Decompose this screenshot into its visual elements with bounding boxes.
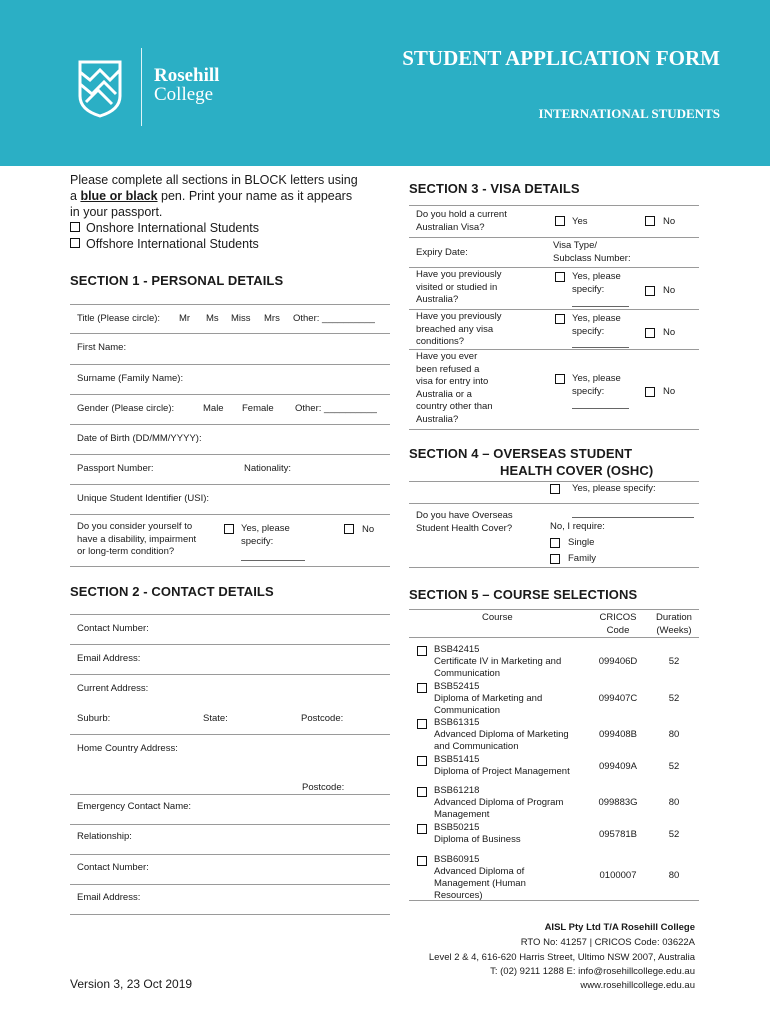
course-cricos: 095781B [598, 829, 638, 840]
title-other[interactable]: Other: __________ [293, 313, 375, 324]
gender-row[interactable] [70, 395, 390, 425]
oshc-yes-label: Yes, please specify: [572, 483, 656, 494]
section4-heading-line1: SECTION 4 – OVERSEAS STUDENT [409, 446, 633, 461]
course-checkbox[interactable] [417, 683, 427, 693]
section2-heading: SECTION 2 - CONTACT DETAILS [70, 584, 274, 599]
home-address-label: Home Country Address: [77, 743, 178, 754]
oshc-yes-checkbox[interactable] [550, 484, 560, 494]
course-duration: 52 [668, 761, 680, 772]
visa-q4-no-label: No [663, 386, 676, 397]
col-duration-line1: Duration [656, 612, 692, 623]
course-line: Management (Human [434, 878, 526, 889]
footer-address: Level 2 & 4, 616-620 Harris Street, Ultimo NSW 2007, Australia [428, 952, 695, 963]
disability-yes-checkbox[interactable] [224, 524, 234, 534]
visa-q2-no-checkbox[interactable] [645, 286, 655, 296]
course-name [434, 854, 526, 902]
visa-q1 [416, 209, 507, 234]
course-name [434, 754, 570, 778]
specify: specify: [572, 325, 605, 337]
visa-q4-no-checkbox[interactable] [645, 387, 655, 397]
course-duration: 80 [668, 797, 680, 808]
passport-row[interactable] [70, 455, 390, 485]
current-address-label: Current Address: [77, 683, 149, 694]
specify-line[interactable] [572, 306, 629, 307]
visa-q2-line2: visited or studied in [416, 281, 498, 293]
course-checkbox[interactable] [417, 856, 427, 866]
expiry-label: Expiry Date: [416, 247, 468, 258]
oshc-specify-line[interactable] [572, 517, 694, 518]
visa-q1-line2: Australian Visa? [416, 221, 485, 233]
col-course: Course [482, 612, 513, 623]
header-banner [0, 0, 770, 166]
visa-q2-line3: Australia? [416, 294, 459, 305]
passport-label: Passport Number: [77, 463, 154, 474]
course-cricos: 099408B [598, 729, 638, 740]
footer-company: AISL Pty Ltd T/A Rosehill College [544, 922, 695, 933]
disability-q-line1: Do you consider yourself to [77, 521, 193, 532]
course-line: BSB42415 [434, 644, 480, 655]
visa-q3 [416, 311, 502, 349]
course-checkbox[interactable] [417, 719, 427, 729]
course-checkbox[interactable] [417, 756, 427, 766]
offshore-label: Offshore International Students [86, 237, 259, 251]
divider [409, 567, 699, 568]
course-line: Communication [434, 668, 500, 679]
divider [409, 609, 699, 610]
title-row[interactable] [70, 305, 390, 334]
gender-female[interactable]: Female [242, 403, 274, 414]
divider [409, 503, 699, 504]
visa-q2-line1: Have you previously [416, 269, 502, 280]
visa-type-label [553, 240, 631, 265]
relationship-label: Relationship: [77, 831, 132, 842]
section4-heading-line2: HEALTH COVER (OSHC) [500, 463, 654, 478]
oshc-question [416, 510, 513, 535]
course-line: BSB61315 [434, 717, 480, 728]
course-duration: 80 [668, 870, 680, 881]
visa-q4-line2: been refused a [416, 363, 480, 375]
onshore-option[interactable] [70, 220, 370, 236]
disability-question [77, 521, 196, 559]
course-line: Advanced Diploma of Program [434, 797, 564, 808]
oshc-no-require: No, I require: [550, 521, 605, 532]
course-cricos: 099409A [598, 761, 638, 772]
course-line: BSB52415 [434, 681, 480, 692]
disability-no-checkbox[interactable] [344, 524, 354, 534]
visa-q3-line1: Have you previously [416, 311, 502, 322]
version-label: Version 3, 23 Oct 2019 [70, 977, 193, 991]
logo-divider [141, 48, 142, 126]
col-cricos-line2: Code [606, 624, 630, 636]
course-cricos: 0100007 [599, 870, 637, 881]
offshore-option[interactable] [70, 236, 370, 252]
usi-row[interactable] [70, 485, 390, 515]
email2-row[interactable] [70, 885, 390, 915]
col-cricos [593, 612, 643, 637]
dob-row[interactable] [70, 425, 390, 455]
yes-please: Yes, please [572, 271, 621, 282]
checkbox-icon[interactable] [70, 222, 80, 232]
dob-label: Date of Birth (DD/MM/YYYY): [77, 433, 202, 444]
contact-number-row[interactable] [70, 615, 390, 645]
visa-q4 [416, 351, 493, 426]
course-line: Advanced Diploma of Marketing [434, 729, 569, 740]
disability-row [70, 515, 390, 567]
visa-q4-line1: Have you ever [416, 351, 478, 362]
form-subtitle: INTERNATIONAL STUDENTS [538, 106, 720, 121]
visa-q2-no-label: No [663, 285, 676, 296]
intro-post: pen. Print your name as it appears [157, 189, 353, 203]
title-ms[interactable]: Ms [206, 313, 219, 324]
course-line: BSB61218 [434, 785, 480, 796]
visa-q3-line2: breached any visa [416, 323, 494, 335]
postcode-label: Postcode: [301, 713, 344, 724]
oshc-family-label: Family [568, 553, 596, 564]
intro-line-2 [70, 188, 370, 204]
footer-rto: RTO No: 41257 | CRICOS Code: 03622A [520, 937, 695, 948]
visa-expiry-row[interactable] [409, 238, 699, 268]
col-duration-line2: (Weeks) [656, 624, 692, 636]
course-line: BSB50215 [434, 822, 480, 833]
visa-type-line2: Subclass Number: [553, 252, 631, 264]
title-mrs[interactable]: Mrs [264, 313, 280, 324]
course-line: BSB60915 [434, 854, 480, 865]
course-line: Diploma of Project Management [434, 766, 570, 777]
intro-instructions [70, 172, 370, 252]
form-title: STUDENT APPLICATION FORM [402, 46, 720, 70]
contact-number2-label: Contact Number: [77, 862, 149, 873]
contact-number-label: Contact Number: [77, 623, 149, 634]
home-address-row[interactable] [70, 735, 390, 795]
oshc-q-line2: Student Health Cover? [416, 522, 513, 534]
visa-q4-yes-label [572, 373, 621, 398]
gender-label: Gender (Please circle): [77, 403, 175, 414]
emergency-row[interactable] [70, 795, 390, 825]
course-line: and Communication [434, 741, 519, 752]
nationality-label: Nationality: [244, 463, 291, 474]
visa-q3-line3: conditions? [416, 336, 465, 347]
email-label: Email Address: [77, 653, 141, 664]
course-line: Diploma of Marketing and [434, 693, 543, 704]
yes-please: Yes, please [572, 313, 621, 324]
course-line: Resources) [434, 890, 483, 901]
logo-wordmark [154, 66, 219, 104]
title-miss[interactable]: Miss [231, 313, 251, 324]
visa-q2 [416, 269, 502, 307]
visa-q4-line3: visa for entry into [416, 376, 489, 387]
gender-other[interactable]: Other: __________ [295, 403, 377, 414]
intro-emphasis: blue or black [80, 189, 158, 203]
intro-line-1: Please complete all sections in BLOCK letters using [70, 173, 358, 187]
course-name [434, 717, 569, 753]
specify: specify: [241, 535, 274, 547]
logo-line-2: College [154, 84, 214, 105]
gender-male[interactable]: Male [203, 403, 224, 414]
specify-line[interactable] [572, 347, 629, 348]
specify-line[interactable] [241, 560, 305, 561]
course-duration: 80 [668, 729, 680, 740]
surname-row[interactable] [70, 365, 390, 395]
visa-q3-row [409, 310, 699, 350]
visa-q4-line4: Australia or a [416, 388, 472, 400]
course-name [434, 822, 521, 846]
col-duration [648, 612, 700, 637]
divider [409, 481, 699, 482]
course-line: Advanced Diploma of [434, 866, 525, 877]
visa-q2-yes-label [572, 271, 621, 296]
current-address-row[interactable] [70, 675, 390, 705]
title-label: Title (Please circle): [77, 313, 161, 324]
course-cricos: 099406D [598, 656, 638, 667]
relationship-row[interactable] [70, 825, 390, 855]
course-duration: 52 [668, 656, 680, 667]
visa-q2-yes-checkbox[interactable] [555, 272, 565, 282]
contact-number2-row[interactable] [70, 855, 390, 885]
visa-yes-checkbox[interactable] [555, 216, 565, 226]
visa-q1-row [409, 206, 699, 238]
state-label: State: [203, 713, 228, 724]
visa-q4-line6: Australia? [416, 413, 459, 425]
oshc-single-label: Single [568, 537, 595, 548]
first-name-label: First Name: [77, 342, 127, 353]
disability-q-line2: have a disability, impairment [77, 533, 197, 545]
oshc-family-checkbox[interactable] [550, 554, 560, 564]
footer-contact: T: (02) 9211 1288 E: info@rosehillcollege.edu.au [490, 966, 695, 977]
suburb-label: Suburb: [77, 713, 111, 724]
yes-please: Yes, please [241, 523, 290, 534]
visa-q1-line1: Do you hold a current [416, 209, 507, 220]
checkbox-icon[interactable] [70, 238, 80, 248]
course-duration: 52 [668, 829, 680, 840]
oshc-single-checkbox[interactable] [550, 538, 560, 548]
first-name-row[interactable] [70, 334, 390, 365]
course-line: Communication [434, 705, 500, 716]
visa-q4-yes-checkbox[interactable] [555, 374, 565, 384]
visa-type-line1: Visa Type/ [553, 240, 598, 251]
visa-q2-row [409, 268, 699, 310]
logo-line-1: Rosehill [154, 65, 220, 86]
home-postcode-label: Postcode: [302, 782, 345, 793]
emergency-label: Emergency Contact Name: [77, 801, 192, 812]
suburb-row[interactable] [70, 705, 390, 735]
visa-q3-no-checkbox[interactable] [645, 328, 655, 338]
course-checkbox[interactable] [417, 646, 427, 656]
course-name [434, 644, 561, 680]
section5-heading: SECTION 5 – COURSE SELECTIONS [409, 587, 638, 602]
intro-pre: a [70, 189, 81, 203]
course-line: BSB51415 [434, 754, 480, 765]
visa-q3-yes-label [572, 313, 621, 338]
specify: specify: [572, 385, 605, 397]
course-cricos: 099883G [598, 797, 638, 808]
course-line: Certificate IV in Marketing and [434, 656, 562, 667]
disability-q-line3: or long-term condition? [77, 546, 175, 557]
disability-yes-label [241, 523, 290, 548]
course-checkbox[interactable] [417, 824, 427, 834]
intro-line-3: in your passport. [70, 205, 163, 219]
course-name [434, 681, 542, 717]
visa-q3-yes-checkbox[interactable] [555, 314, 565, 324]
yes-please: Yes, please [572, 373, 621, 384]
onshore-label: Onshore International Students [86, 221, 260, 235]
usi-label: Unique Student Identifier (USI): [77, 493, 210, 504]
visa-yes-label: Yes [572, 216, 588, 227]
footer-web[interactable]: www.rosehillcollege.edu.au [580, 980, 695, 991]
title-mr[interactable]: Mr [179, 313, 191, 324]
visa-q4-row [409, 350, 699, 430]
course-duration: 52 [668, 693, 680, 704]
divider [409, 637, 699, 638]
surname-label: Surname (Family Name): [77, 373, 184, 384]
visa-no-checkbox[interactable] [645, 216, 655, 226]
email-row[interactable] [70, 645, 390, 675]
visa-q4-line5: country other than [416, 401, 493, 412]
disability-no-label: No [362, 524, 375, 535]
course-line: Diploma of Business [434, 834, 521, 845]
oshc-q-line1: Do you have Overseas [416, 510, 513, 521]
course-cricos: 099407C [598, 693, 638, 704]
course-line: Management [434, 809, 490, 820]
shield-logo-icon [78, 60, 122, 118]
section1-heading: SECTION 1 - PERSONAL DETAILS [70, 273, 284, 288]
col-cricos-line1: CRICOS [599, 612, 637, 623]
specify-line[interactable] [572, 408, 629, 409]
email2-label: Email Address: [77, 892, 141, 903]
visa-q3-no-label: No [663, 327, 676, 338]
course-checkbox[interactable] [417, 787, 427, 797]
section3-heading: SECTION 3 - VISA DETAILS [409, 181, 580, 196]
specify: specify: [572, 283, 605, 295]
visa-no-label: No [663, 216, 676, 227]
course-name [434, 785, 563, 821]
